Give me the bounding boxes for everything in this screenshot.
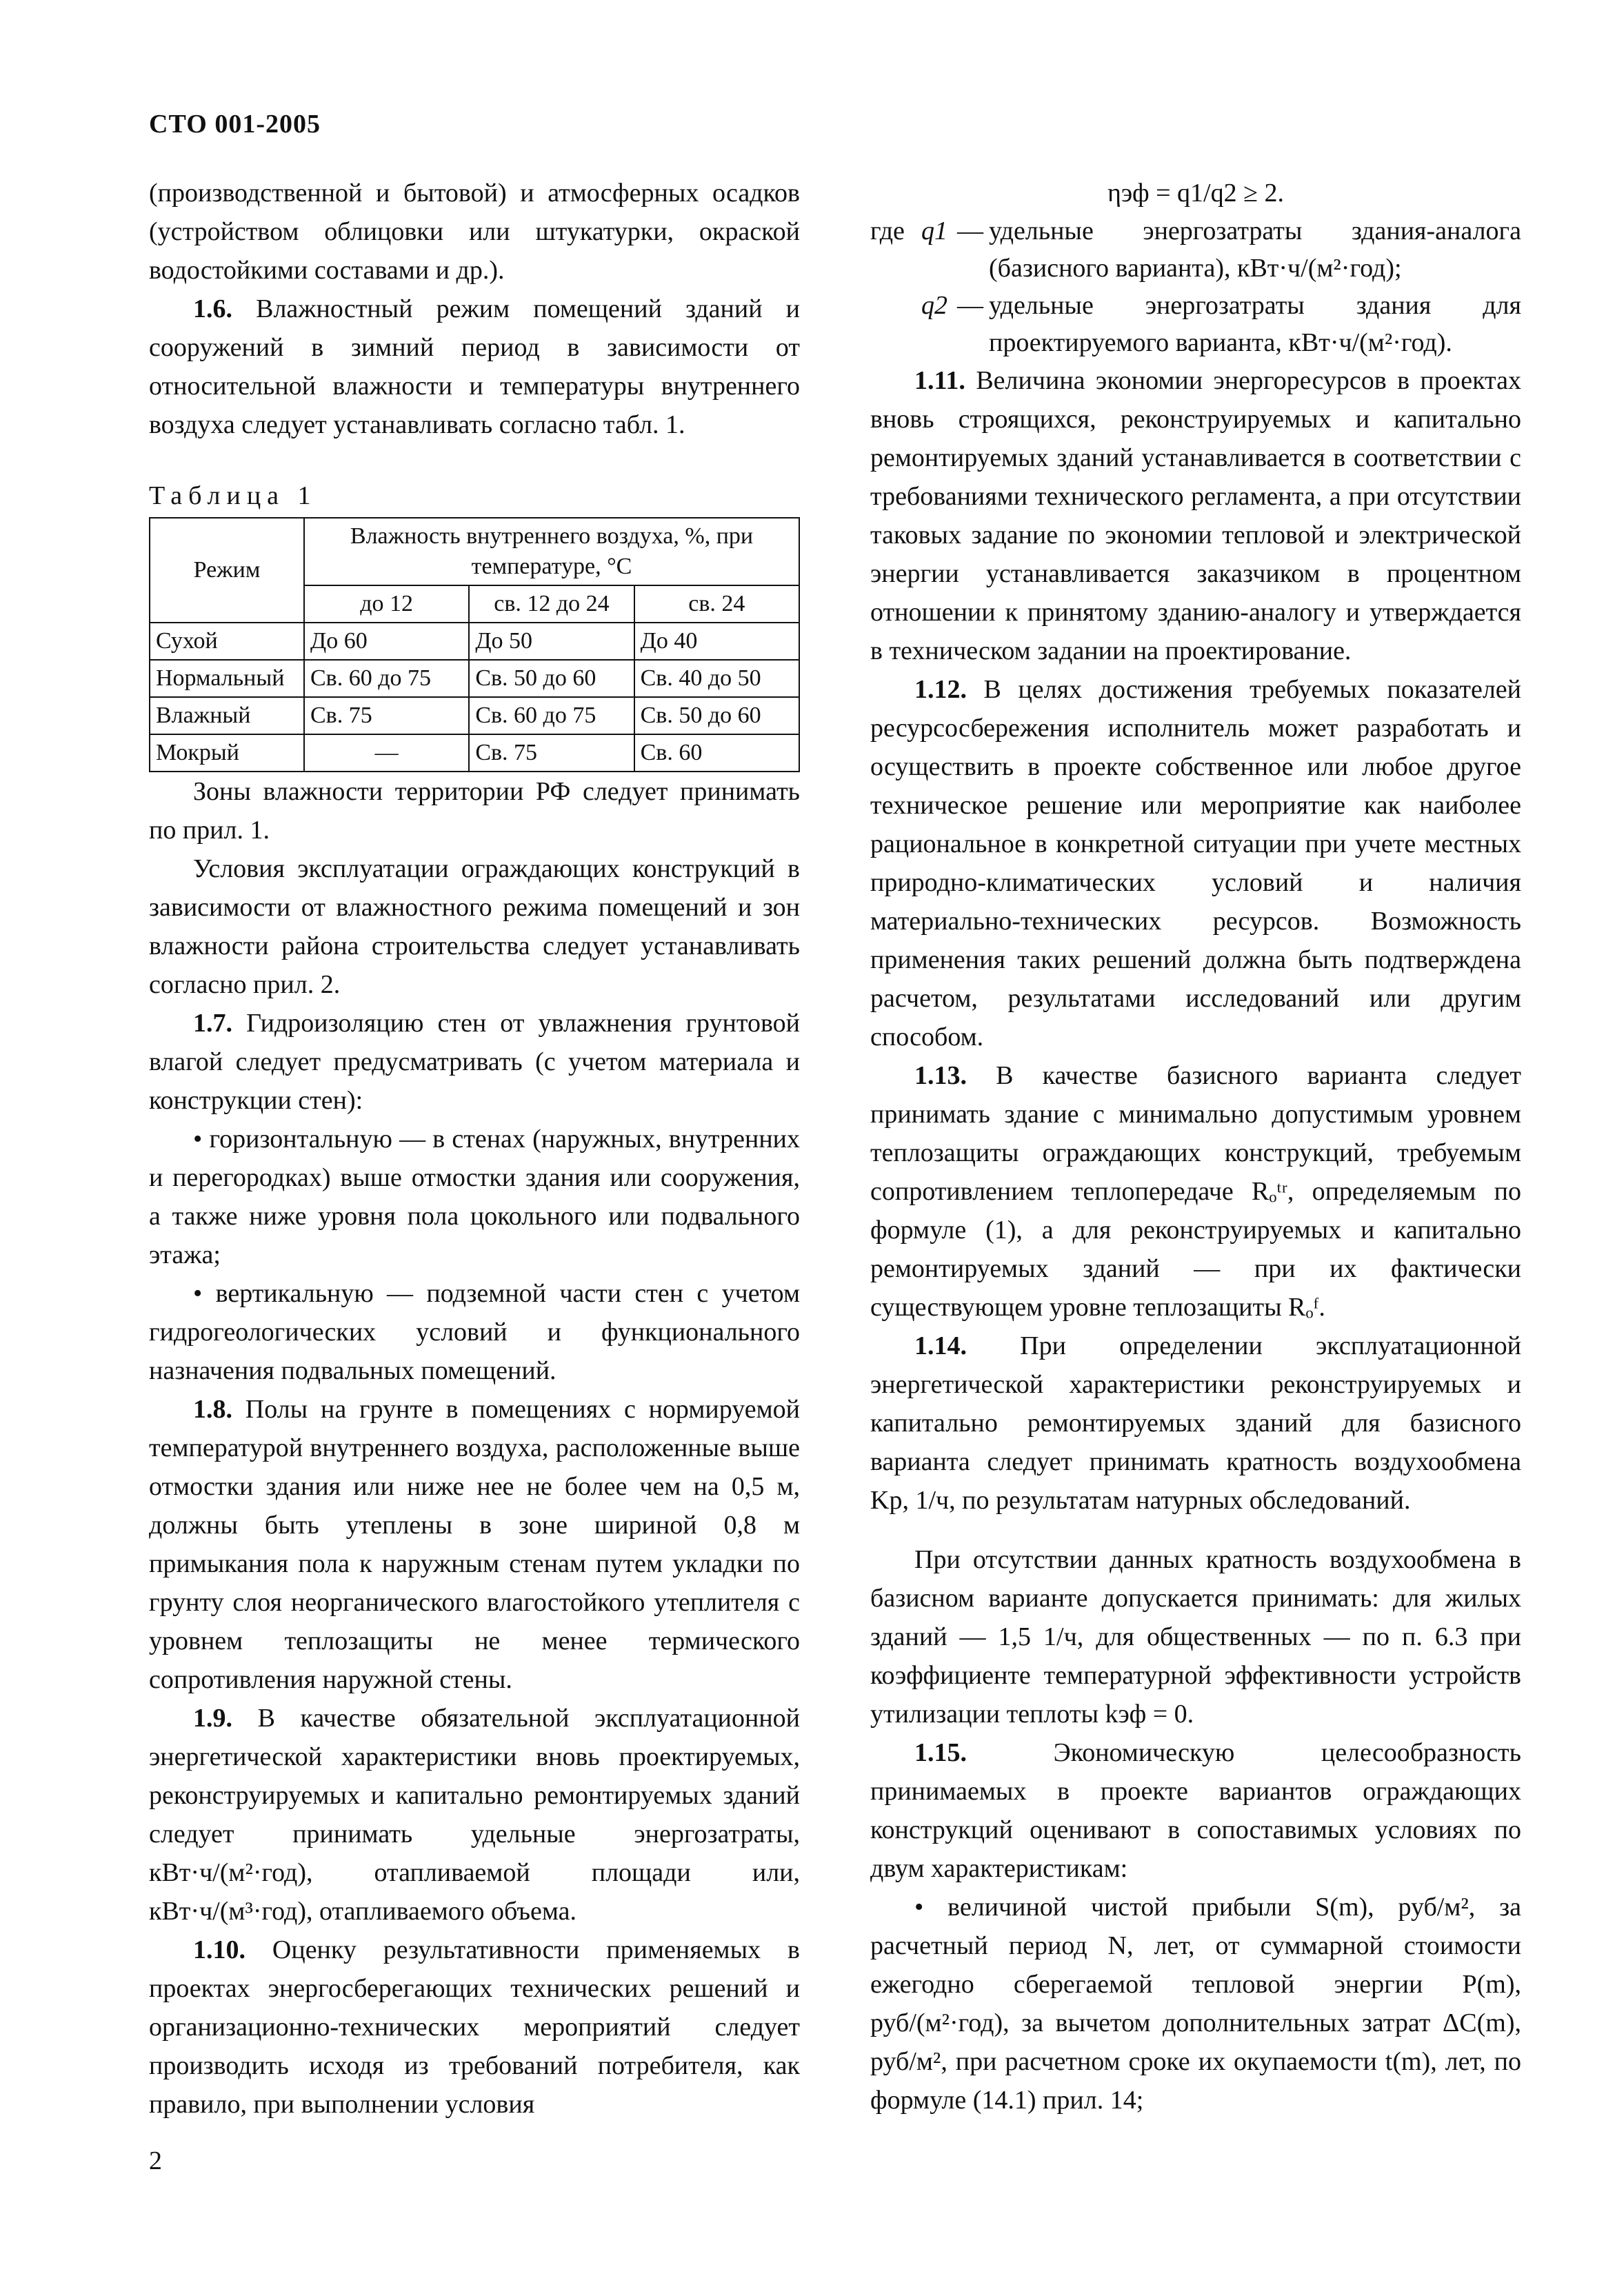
paragraph-1-9 (149, 1699, 800, 1931)
humidity-table (149, 517, 800, 772)
formula: ηэф = q1/q2 ≥ 2. (1107, 179, 1284, 208)
table-header-temp-1: до 12 (304, 585, 469, 623)
paragraph-1-15 (870, 1733, 1521, 1888)
table-cell: Влажный (150, 697, 304, 734)
paragraph-text: В качестве обязательной эксплуатационной энергетической характеристики вновь проектируемых, реконструируемых и капитально ремонтируемых зданий следует принимать удельные энергозатраты, кВт·ч/(м²·год), отапливаемой площади или, кВт·ч/(м³·год), отапливаемого объема. (149, 1704, 800, 1926)
table-cell: Св. 50 до 60 (634, 697, 799, 734)
table-cell: Св. 75 (304, 697, 469, 734)
table-header-humidity: Влажность внутреннего воздуха, %, при температуре, °С (304, 518, 799, 585)
formula-legend (870, 212, 1521, 361)
section-number: 1.6. (193, 294, 232, 323)
table-header-temp-3: св. 24 (634, 585, 799, 623)
paragraph-text: Гидроизоляцию стен от увлажнения грунтовой влагой следует предусматривать (с учетом материала и конструкции стен): (149, 1009, 800, 1115)
dash: — (957, 216, 983, 245)
table-header-temp-2: св. 12 до 24 (469, 585, 634, 623)
table-cell: До 60 (304, 623, 469, 660)
paragraph: При отсутствии данных кратность воздухообмена в базисном варианте допускается принимать: для жилых зданий — 1,5 1/ч, для общественных — по п. 6.3 при коэффициенте температурной эффективности устройств утилизации теплоты kэф = 0. (870, 1545, 1521, 1729)
paragraph-text: Полы на грунте в помещениях с нормируемой температурой внутреннего воздуха, расположенные выше отмостки здания или ниже нее не более чем на 0,5 м, должны быть утеплены в зоне шириной 0,8 м примыкания пола к наружным стенам путем укладки по грунту слоя неорганического влагостойкого утеплителя с уровнем теплозащиты не менее термического сопротивления наружной стены. (149, 1395, 800, 1694)
table-cell: Нормальный (150, 660, 304, 697)
paragraph-text: Экономическую целесообразность принимаемых в проекте вариантов ограждающих конструкций оценивают в сопоставимых условиях по двум характеристикам: (870, 1738, 1521, 1883)
paragraph-1-11 (870, 361, 1521, 670)
section-number: 1.14. (914, 1331, 967, 1360)
paragraph-1-10 (149, 1931, 800, 2124)
paragraph-1-6 (149, 290, 800, 444)
symbol-q1: q1 (921, 216, 947, 245)
where-label: где (870, 216, 905, 245)
paragraph-text: При определении эксплуатационной энергетической характеристики реконструируемых и капитально ремонтируемых зданий для базисного варианта следует принимать кратность воздухообмена Kр, 1/ч, по результатам натурных обследований. (870, 1331, 1521, 1515)
section-number: 1.7. (193, 1009, 232, 1038)
symbol-q1-description: удельные энергозатраты здания-аналога (базисного варианта), кВт·ч/(м²·год); (989, 216, 1521, 283)
table-caption: Таблица 1 (149, 481, 317, 510)
paragraph-text: Оценку результативности применяемых в проектах энергосберегающих технических решений и организационно-технических мероприятий следует производить исходя из требований потребителя, как правило, при выполнении условия (149, 1935, 800, 2119)
paragraph-1-8 (149, 1390, 800, 1699)
bullet-item: • горизонтальную — в стенах (наружных, внутренних и перегородках) выше отмостки здания или сооружения, а также ниже уровня пола цокольного или подвального этажа; (149, 1125, 800, 1269)
paragraph-text: В качестве базисного варианта следует принимать здание с минимально допустимым уровнем теплозащиты ограждающих конструкций, требуемым сопротивлением теплопередаче Rₒᵗʳ, определяемым по формуле (1), а для реконструируемых и капитально ремонтируемых зданий — при их фактически существующем уровне теплозащиты Rₒᶠ. (870, 1061, 1521, 1322)
table-cell: Св. 60 до 75 (469, 697, 634, 734)
table-cell: Св. 60 (634, 734, 799, 772)
table-cell: Мокрый (150, 734, 304, 772)
page-number: 2 (149, 2146, 162, 2175)
section-number: 1.8. (193, 1395, 232, 1424)
table-cell: Св. 60 до 75 (304, 660, 469, 697)
section-number: 1.12. (914, 675, 967, 704)
paragraph-text: Величина экономии энергоресурсов в проектах вновь строящихся, реконструируемых и капитально ремонтируемых зданий устанавливается в соответствии с требованиями технического регламента, а при отсутствии таковых задание по экономии тепловой и электрической энергии устанавливается заказчиком в процентном отношении к принятому зданию-аналогу и утверждается в техническом задании на проектирование. (870, 366, 1521, 665)
paragraph-text: В целях достижения требуемых показателей ресурсосбережения исполнитель может разработать и осуществить в проекте собственное или любое другое техническое решение или мероприятие как наиболее рациональное в конкретной ситуации при учете местных природно-климатических условий и наличия материально-технических ресурсов. Возможность применения таких решений должна быть подтверждена расчетом, результатами исследований или другим способом. (870, 675, 1521, 1051)
paragraph: Зоны влажности территории РФ следует принимать по прил. 1. (149, 777, 800, 845)
paragraph-1-13 (870, 1056, 1521, 1327)
bullet-item: • величиной чистой прибыли S(m), руб/м², за расчетный период N, лет, от суммарной стоимости ежегодно сберегаемой тепловой энергии P(m), руб/(м²·год), за вычетом дополнительных затрат ΔC(m), руб/м², при расчетном сроке их окупаемости t(m), лет, по формуле (14.1) прил. 14; (870, 1893, 1521, 2115)
dash: — (957, 291, 983, 320)
table-header-mode: Режим (150, 518, 304, 623)
table-cell: До 50 (469, 623, 634, 660)
section-number: 1.9. (193, 1704, 232, 1733)
paragraph-1-7 (149, 1004, 800, 1120)
table-cell: Св. 50 до 60 (469, 660, 634, 697)
symbol-q2: q2 (921, 291, 947, 320)
table-row (150, 734, 799, 772)
table-row (150, 660, 799, 697)
table-cell: Св. 40 до 50 (634, 660, 799, 697)
section-number: 1.10. (193, 1935, 245, 1964)
section-number: 1.11. (914, 366, 965, 395)
table-cell: До 40 (634, 623, 799, 660)
paragraph-text: Влажностный режим помещений зданий и сооружений в зимний период в зависимости от относительной влажности и температуры внутреннего воздуха следует устанавливать согласно табл. 1. (149, 294, 800, 439)
table-cell: Св. 75 (469, 734, 634, 772)
bullet-item: • вертикальную — подземной части стен с учетом гидрогеологических условий и функционального назначения подвальных помещений. (149, 1279, 800, 1385)
symbol-q2-description: удельные энергозатраты здания для проектируемого варианта, кВт·ч/(м²·год). (989, 291, 1521, 357)
table-cell: Сухой (150, 623, 304, 660)
table-cell: — (304, 734, 469, 772)
left-column (149, 174, 800, 2124)
paragraph: (производственной и бытовой) и атмосферных осадков (устройством облицовки или штукатурки, окраской водостойкими составами и др.). (149, 179, 800, 285)
table-row (150, 697, 799, 734)
paragraph-1-14 (870, 1327, 1521, 1520)
paragraph: Условия эксплуатации ограждающих конструкций в зависимости от влажностного режима помещений и зон влажности района строительства следует устанавливать согласно прил. 2. (149, 854, 800, 999)
right-column (870, 174, 1521, 2119)
section-number: 1.15. (914, 1738, 967, 1767)
paragraph-1-12 (870, 670, 1521, 1056)
section-number: 1.13. (914, 1061, 967, 1090)
document-header: СТО 001-2005 (149, 110, 321, 139)
table-row (150, 623, 799, 660)
